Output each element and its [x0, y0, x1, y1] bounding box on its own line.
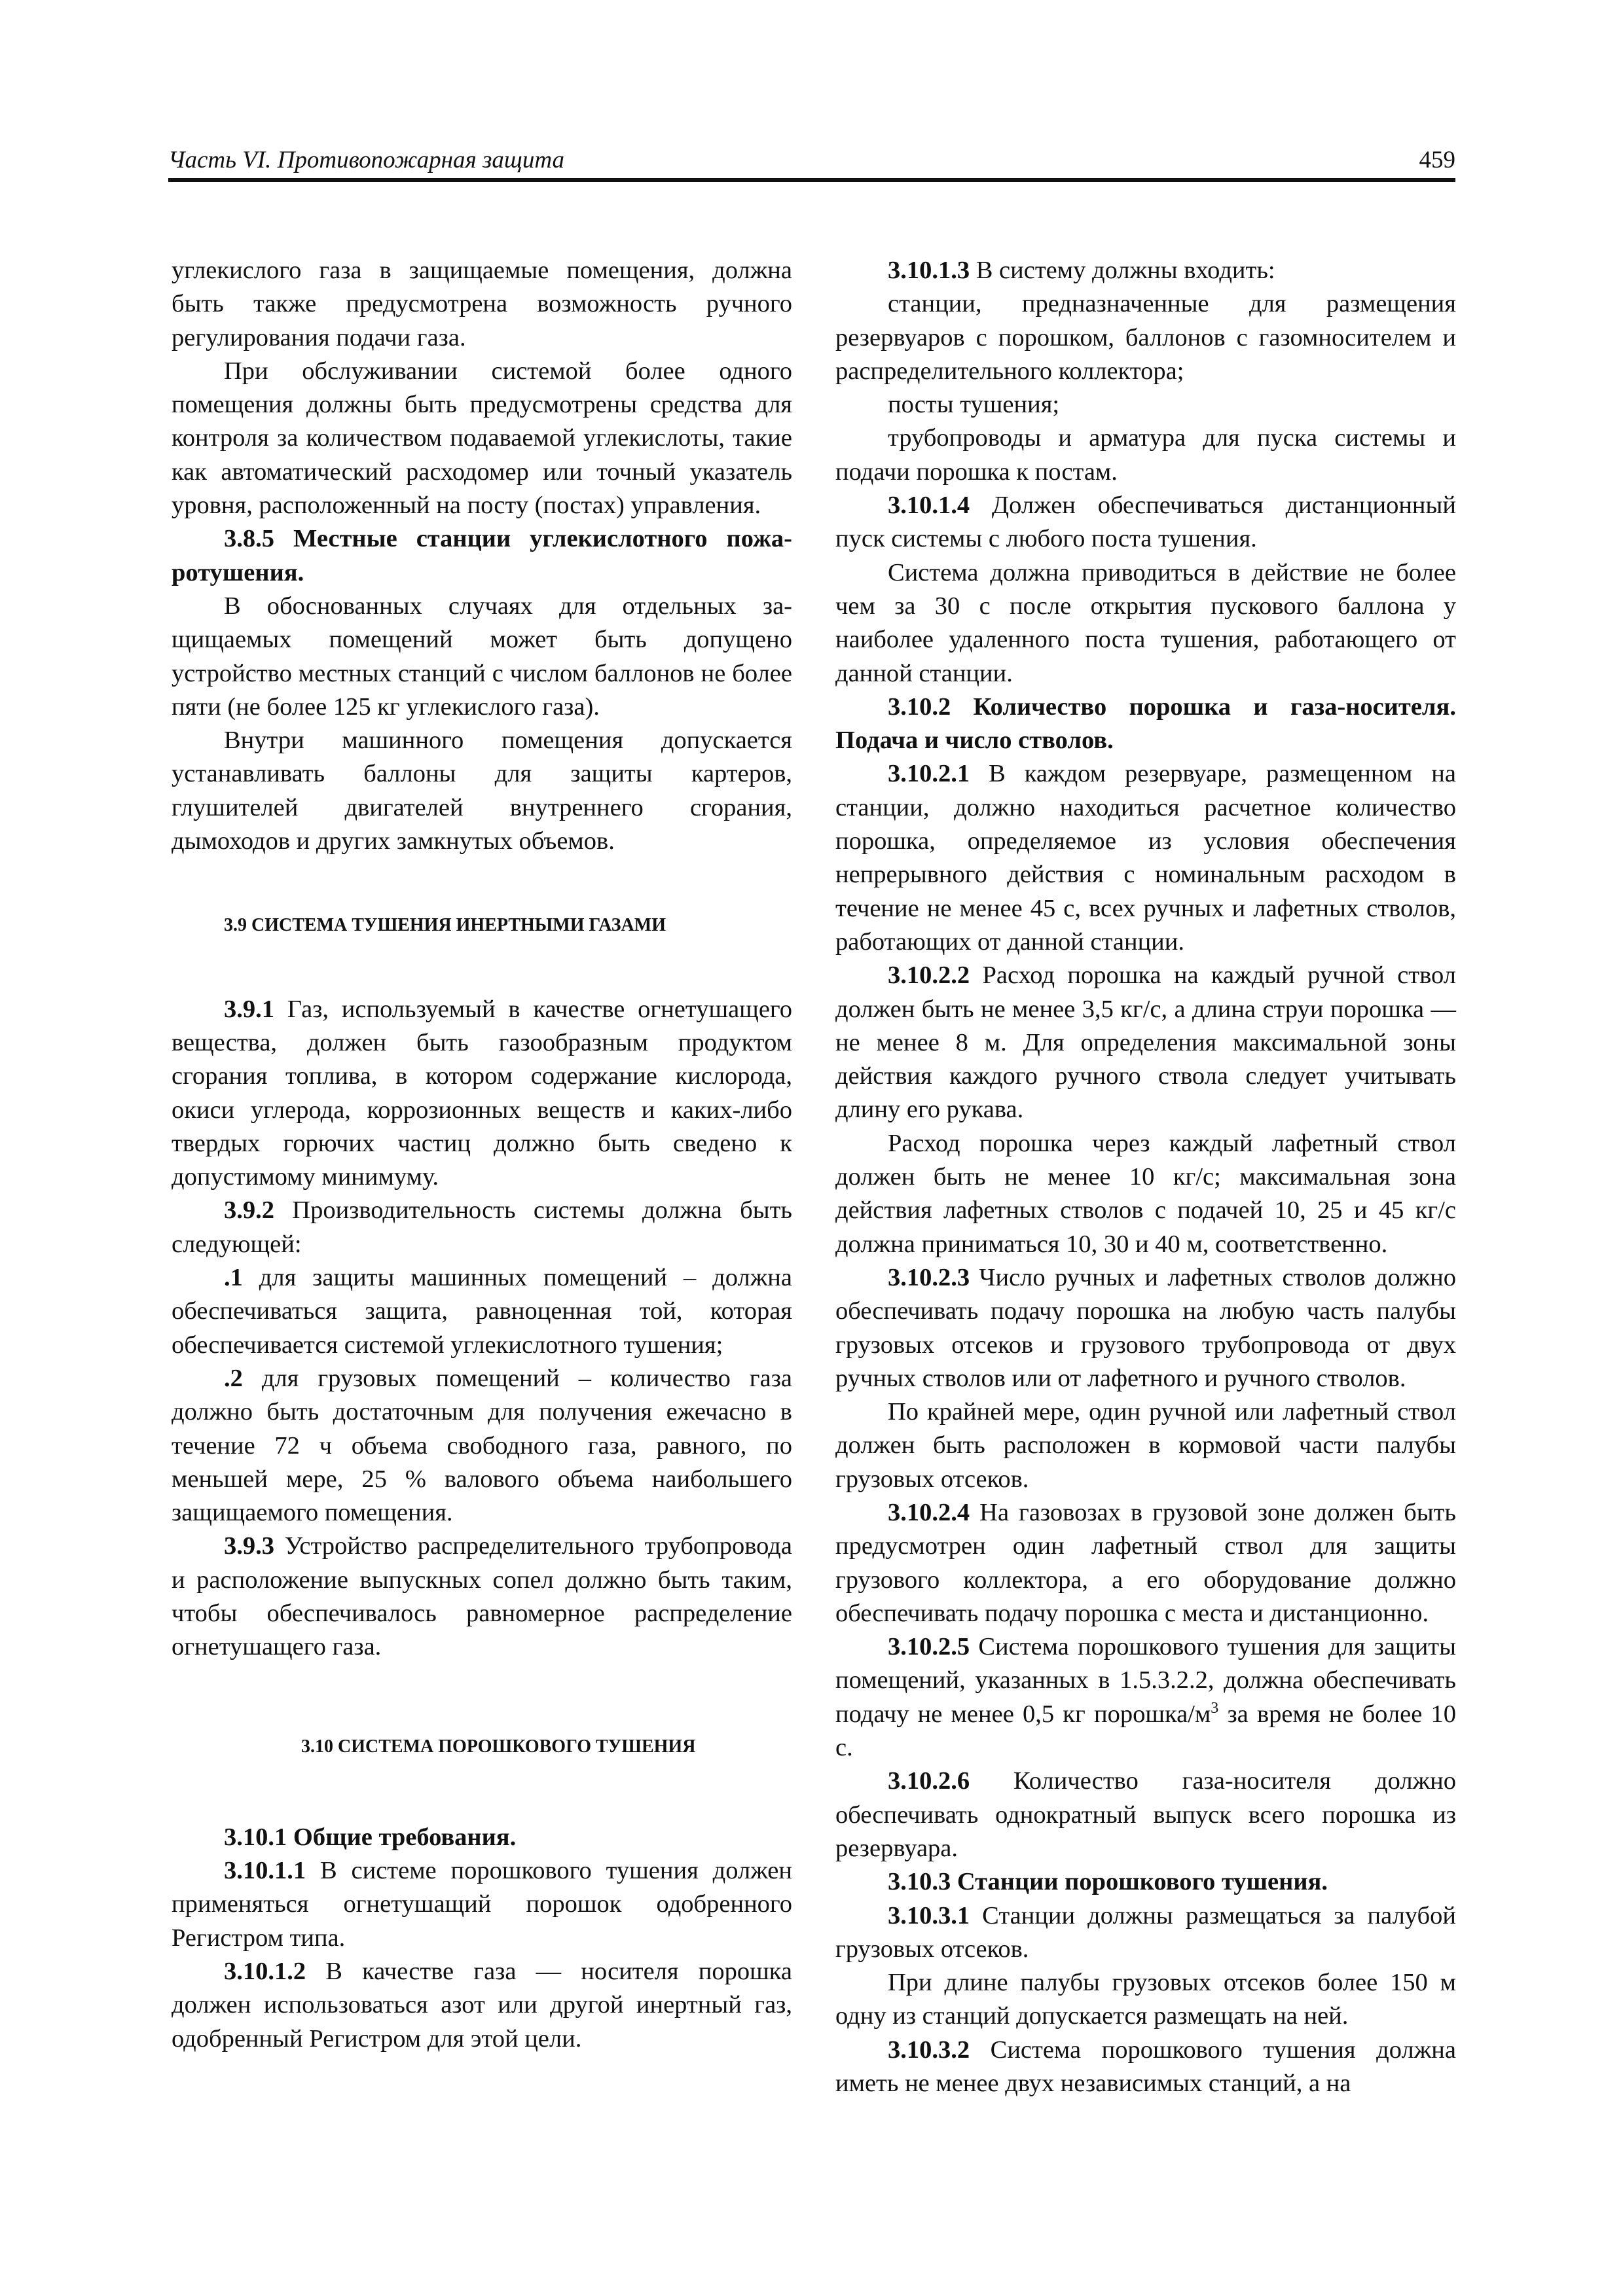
paragraph: При обслуживании системой более одного помещения должны быть предусмотрены средства для контроля за количеством подаваемой углекислоты, такие как автоматический расходомер или точный указатель уровня, расположенный на посту (постах) управления. — [172, 357, 792, 520]
spacer — [172, 1664, 792, 1730]
clause-text: Число ручных и лафетных стволов должно обеспечивать подачу порошка на любую часть палубы грузовых отсеков и грузового трубопровода от двух ручных стволов или от лафетного и ручного стволов. — [835, 1263, 1456, 1392]
clause-text: Устройство распределительного трубопровода и расположение выпускных сопел должно быть таким, чтобы обеспечивалось равномерное распределение огнетушащего газа. — [172, 1532, 792, 1661]
paragraph — [172, 993, 792, 1194]
clause-number: 3.10.2.6 — [888, 1767, 970, 1795]
item-text: для защиты машинных помещений – должна обеспечиваться защита, равноценная той, которая обеспечивается системой углекислотного тушения; — [172, 1264, 792, 1359]
paragraph — [835, 1496, 1456, 1630]
paragraph: станции, предназначенные для размещения резервуаров с порошком, баллонов с газомносителем и распределительного коллектора; — [835, 290, 1456, 385]
clause-number: 3.10.1.3 — [888, 257, 970, 284]
running-header — [168, 139, 1455, 182]
paragraph — [835, 1630, 1456, 1765]
superscript: 3 — [1211, 1699, 1219, 1717]
clause-number: 3.10.2.5 — [888, 1633, 970, 1661]
paragraph — [835, 2034, 1456, 2101]
paragraph — [835, 1261, 1456, 1395]
clause-text: Станции должны размещаться за палубой грузовых отсеков. — [835, 1901, 1456, 1963]
spacer — [172, 942, 792, 993]
paragraph: Расход порошка через каждый лафетный ствол должен быть не менее 10 кг/с; максимальная зона действия лафетных стволов с подачей 10, 25 и 45 кг/с должна приниматься 10, 30 и 40 м, соответственно. — [835, 1129, 1456, 1258]
subsection-heading: 3.10.1 Общие требования. — [224, 1823, 517, 1851]
paragraph: углекислого газа в защищаемые помещения, должна быть также предусмотрена возможность ручного регулирования подачи газа. — [172, 257, 792, 351]
clause-number: 3.9.2 — [224, 1196, 274, 1225]
clause-number: 3.9.1 — [224, 995, 274, 1023]
clause-text: Должен обеспечиваться дистанционный пуск системы с любого поста тушения. — [835, 492, 1456, 553]
clause-number: 3.10.3.1 — [888, 1901, 970, 1929]
clause-text: Газ, используемый в качестве огнетушащего вещества, должен быть газообразным продуктом сгорания топлива, в котором содержание кислорода, окиси углерода, коррозионных веществ и каких-либо твердых горючих частиц должно быть сведено к допустимому минимуму. — [172, 995, 792, 1191]
right-column — [835, 254, 1456, 2100]
paragraph — [835, 1899, 1456, 1967]
paragraph — [172, 1854, 792, 1955]
clause-number: 3.9.3 — [224, 1532, 274, 1560]
clause-text: Система порошкового тушения должна иметь не менее двух независимых станций, а на — [835, 2036, 1456, 2098]
clause-text: В систему должны входить: — [970, 257, 1275, 284]
subsection-heading: 3.10.2 Количество порошка и газа-носителя. Подача и число стволов. — [835, 692, 1456, 755]
paragraph: Внутри машинного помещения допускается устанавливать баллоны для защиты картеров, глушителей двигателей внутреннего сгорания, дымоходов и других замкнутых объемов. — [172, 726, 792, 855]
item-number: .1 — [224, 1264, 243, 1292]
list-item — [172, 1362, 792, 1530]
paragraph: трубопроводы и арматура для пуска системы и подачи порошка к постам. — [835, 424, 1456, 486]
clause-text: за время не более 10 с. — [835, 1700, 1457, 1762]
clause-text: Производительность системы должна быть следующей: — [172, 1196, 792, 1258]
clause-number: 3.10.2.4 — [888, 1498, 970, 1526]
paragraph: По крайней мере, один ручной или лафетный ствол должен быть расположен в кормовой части палубы грузовых отсеков. — [835, 1398, 1456, 1493]
paragraph: При длине палубы грузовых отсеков более 150 м одну из станций допускается размещать на ней. — [835, 1969, 1456, 2030]
paragraph — [835, 757, 1456, 959]
paragraph — [835, 959, 1456, 1126]
section-heading-3-10: 3.10 СИСТЕМА ПОРОШКОВОГО ТУШЕНИЯ — [301, 1736, 696, 1757]
left-column — [172, 254, 792, 2056]
clause-text: В каждом резервуаре, размещенном на станции, должно находиться расчетное количество порошка, определяемое из условия обеспечения непрерывного действия с номинальным расходом в течение не менее 45 с, всех ручных и лафетных стволов, работающих от данной станции. — [835, 760, 1456, 956]
paragraph — [835, 489, 1456, 556]
paragraph: посты тушения; — [888, 391, 1060, 419]
subsection-heading: 3.8.5 Местные станции углекислотного пожаротушения. — [172, 525, 792, 586]
item-number: .2 — [224, 1364, 243, 1392]
clause-number: 3.10.1.4 — [888, 492, 970, 520]
paragraph — [835, 1765, 1456, 1865]
subsection-heading: 3.10.3 Станции порошкового тушения. — [888, 1868, 1328, 1896]
clause-number: 3.10.1.2 — [224, 1958, 306, 1986]
spacer — [172, 858, 792, 908]
clause-text: Система порошкового тушения для защиты помещений, указанных в 1.5.3.2.2, должна обеспечивать подачу не менее 0,5 кг порошка/м — [835, 1633, 1456, 1728]
paragraph — [835, 254, 1456, 287]
clause-text: На газовозах в грузовой зоне должен быть предусмотрен один лафетный ствол для защиты грузового коллектора, а его оборудование должно обеспечивать подачу порошка с места и дистанционно. — [835, 1498, 1456, 1627]
clause-number: 3.10.2.3 — [888, 1263, 970, 1291]
list-item — [172, 1261, 792, 1362]
header-title: Часть VI. Противопожарная защита — [168, 147, 565, 173]
paragraph — [172, 1530, 792, 1664]
clause-number: 3.10.1.1 — [224, 1857, 306, 1885]
section-heading-3-9: 3.9 СИСТЕМА ТУШЕНИЯ ИНЕРТНЫМИ ГАЗАМИ — [224, 915, 666, 936]
clause-text: Количество газа-носителя должно обеспечивать однократный выпуск всего порошка из резервуара. — [835, 1767, 1456, 1862]
clause-number: 3.10.2.1 — [888, 760, 970, 788]
paragraph: Система должна приводиться в действие не более чем за 30 с после открытия пускового баллона у наиболее удаленного поста тушения, работающего от данной станции. — [835, 558, 1456, 687]
clause-number: 3.10.3.2 — [888, 2036, 970, 2064]
page-number: 459 — [1419, 147, 1455, 173]
paragraph — [172, 1955, 792, 2056]
item-text: для грузовых помещений – количество газа должно быть достаточным для получения ежечасно в течение 72 ч объема свободного газа, равного, по меньшей мере, 25 % валового объема наибольшего защищаемого помещения. — [172, 1364, 792, 1527]
clause-text: В системе порошкового тушения должен применяться огнетушащий порошок одобренного Регистром типа. — [172, 1857, 792, 1952]
clause-text: Расход порошка на каждый ручной ствол должен быть не менее 3,5 кг/с, а длина струи порошка — не менее 8 м. Для определения максимальной зоны действия каждого ручного ствола следует учитывать длину его рукава. — [835, 961, 1456, 1124]
paragraph — [172, 1194, 792, 1261]
paragraph: В обоснованных случаях для отдельных защищаемых помещений может быть допущено устройство местных станций с числом баллонов не более пяти (не более 125 кг углекислого газа). — [172, 592, 792, 721]
spacer — [172, 1763, 792, 1821]
clause-text: В качестве газа — носителя порошка должен использоваться азот или другой инертный газ, одобренный Регистром для этой цели. — [172, 1958, 792, 2053]
clause-number: 3.10.2.2 — [888, 961, 970, 990]
